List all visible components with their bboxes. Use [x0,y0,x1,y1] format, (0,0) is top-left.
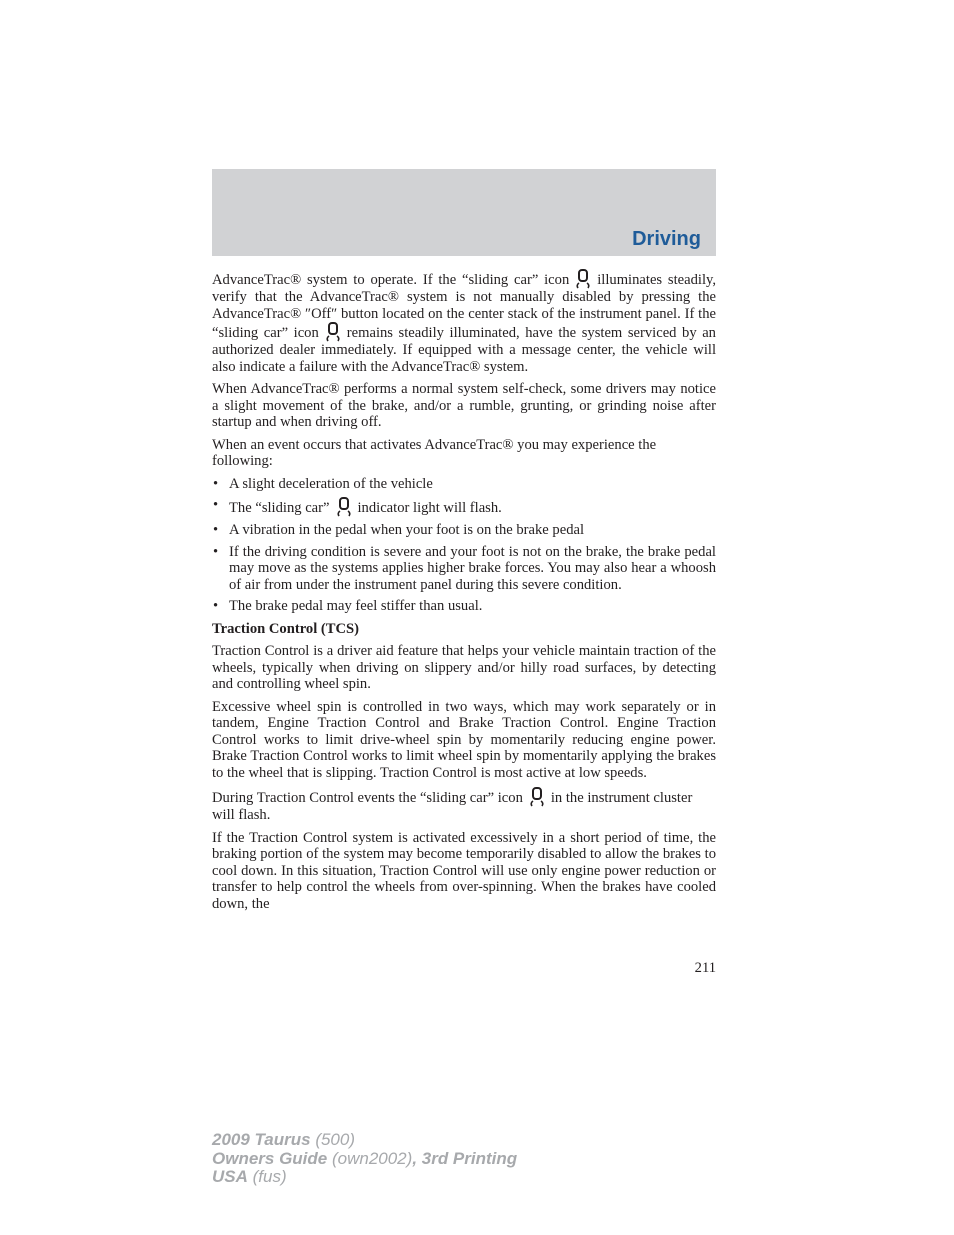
tcs-heading: Traction Control (TCS) [212,620,360,637]
paragraph-tcs-excessive: If the Traction Control system is activated excessively in a short period of time, the braking portion of the system may become temporarily disabled to allow the brakes to cool down. In this situation, Traction Control will use only engine power reduction or transfer to help control the wheels from over-spinning. When the brakes have cooled down, the [212,829,716,912]
list-item: • The brake pedal may feel stiffer than usual. [213,598,483,614]
sliding-car-icon [574,269,592,289]
page-number: 211 [694,960,716,976]
paragraph-tcs-events: During Traction Control events the “sliding car” icon in the instrument cluster will flash. [212,787,716,824]
paragraph-tcs-wheel-spin: Excessive wheel spin is controlled in two ways, which may work separately or in tandem, Engine Traction Control and Brake Traction Control. Engine Traction Control works to limit drive-wheel spin by momentarily reducing engine power. Brake Traction Control works to limit wheel spin by momentarily applying the brakes to the wheel that is slipping. Traction Control is most active at low speeds. [212,698,716,781]
bullet-list [212,476,716,615]
paragraph-advancetrac-operate: AdvanceTrac® system to operate. If the “sliding car” icon illuminates steadily, verify that the AdvanceTrac® system is not manually disabled by pressing the AdvanceTrac® ″Off″ button located on the center stack of the instrument panel. If the “sliding car” icon remains steadily illuminated, have the system serviced by an authorized dealer immediately. If equipped with a message center, the vehicle will also indicate a failure with the AdvanceTrac® system. [212,269,716,375]
page-content [212,269,716,918]
list-item: • A slight deceleration of the vehicle [213,475,433,492]
section-title: Driving [632,228,701,250]
list-item: • The “sliding car” indicator light will flash. [213,497,502,516]
sliding-car-icon [324,322,342,342]
list-item: • A vibration in the pedal when your foot is on the brake pedal [213,522,585,538]
footer-line-3: USA (fus) [212,1167,287,1186]
list-item: • If the driving condition is severe and your foot is not on the brake, the brake pedal may move as the systems applies higher brake forces. You may also hear a whoosh of air from under the instrument panel during this severe condition. [213,543,716,593]
footer-line-2: Owners Guide (own2002), 3rd Printing [212,1148,518,1168]
paragraph-event: When an event occurs that activates AdvanceTrac® you may experience the following: [212,436,657,469]
sliding-car-icon [335,497,353,517]
section-header-band [212,169,716,256]
paragraph-self-check: When AdvanceTrac® performs a normal system self-check, some drivers may notice a slight movement of the brake, and/or a rumble, grunting, or grinding noise after startup and when driving off. [212,381,716,430]
sliding-car-icon [528,787,546,807]
paragraph-tcs-intro: Traction Control is a driver aid feature that helps your vehicle maintain traction of the wheels, typically when driving on slippery and/or hilly road surfaces, by detecting and controlling wheel spin. [212,643,716,692]
footer-edition [212,1131,517,1187]
footer-line-1: 2009 Taurus (500) [212,1130,356,1149]
